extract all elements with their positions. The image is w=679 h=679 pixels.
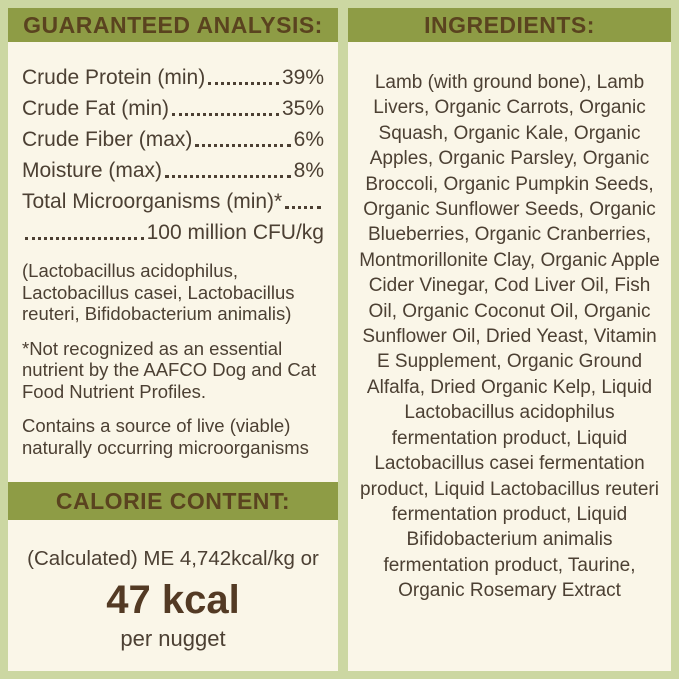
dot-leader: [165, 175, 291, 178]
ingredients-title: INGREDIENTS:: [424, 11, 595, 38]
analysis-row-crude-fat: [22, 93, 324, 124]
ingredients-list: Lamb (with ground bone), Lamb Livers, Organic Carrots, Organic Squash, Organic Kale, Organic Apples, Organic Parsley, Organic Broccoli, Organic Pumpkin Seeds, Organic Sunflower Seeds, Organic Blueberries, Organic Cranberries, Montmorillonite Clay, Organic Apple Cider Vinegar, Cod Liver Oil, Fish Oil, Organic Coconut Oil, Organic Sunflower Oil, Dried Yeast, Vitamin E Supplement, Organic Ground Alfalfa, Dried Organic Kelp, Liquid Lactobacillus acidophilus fermentation product, Liquid Lactobacillus casei fermentation product, Liquid Lactobacillus reuteri fermentation product, Liquid Bifidobacterium animalis fermentation product, Taurine, Organic Rosemary Extract: [359, 72, 660, 602]
analysis-row-total-microorganisms: [22, 186, 324, 217]
analysis-label: Moisture (max): [22, 159, 163, 182]
calorie-unit: per nugget: [120, 626, 226, 651]
analysis-value: 8%: [293, 159, 324, 182]
calorie-content-title: CALORIE CONTENT:: [55, 487, 291, 514]
microorganism-species-note: (Lactobacillus acidophilus, Lactobacillus casei, Lactobacillus reuteri, Bifidobacterium animalis): [22, 260, 295, 324]
analysis-value: 6%: [293, 128, 324, 151]
ingredients-panel: [348, 42, 671, 671]
analysis-value: 39%: [281, 66, 324, 89]
guaranteed-analysis-panel: [8, 42, 338, 482]
dot-leader: [208, 82, 279, 85]
ingredients-column: [348, 8, 671, 671]
calorie-value: 47 kcal: [106, 578, 240, 622]
ingredients-header: [348, 8, 671, 42]
guaranteed-analysis-header: [8, 8, 338, 42]
guaranteed-analysis-column: [8, 8, 338, 671]
dot-leader: [285, 206, 321, 209]
analysis-rows: [22, 62, 324, 248]
dot-leader: [172, 113, 279, 116]
live-microorganisms-note: Contains a source of live (viable) naturally occurring microorganisms: [22, 415, 309, 458]
analysis-row-crude-protein: [22, 62, 324, 93]
calorie-formula: (Calculated) ME 4,742kcal/kg or: [27, 547, 319, 570]
analysis-label: Crude Fat (min): [22, 97, 170, 120]
calorie-content-header: [8, 482, 338, 520]
guaranteed-analysis-title: GUARANTEED ANALYSIS:: [23, 11, 323, 38]
analysis-row-cfu-continuation: [22, 217, 324, 248]
analysis-value: 35%: [281, 97, 324, 120]
analysis-label: Crude Fiber (max): [22, 128, 193, 151]
dot-leader: [195, 144, 290, 147]
aafco-footnote: *Not recognized as an essential nutrient by the AAFCO Dog and Cat Food Nutrient Profiles.: [22, 337, 317, 402]
calorie-content-panel: [8, 520, 338, 671]
analysis-row-crude-fiber: [22, 124, 324, 155]
dot-leader: [25, 237, 144, 240]
analysis-label: Crude Protein (min): [22, 66, 206, 89]
analysis-label: Total Microorganisms (min)*: [22, 190, 283, 213]
analysis-value: 100 million CFU/kg: [146, 221, 324, 244]
analysis-row-moisture: [22, 155, 324, 186]
